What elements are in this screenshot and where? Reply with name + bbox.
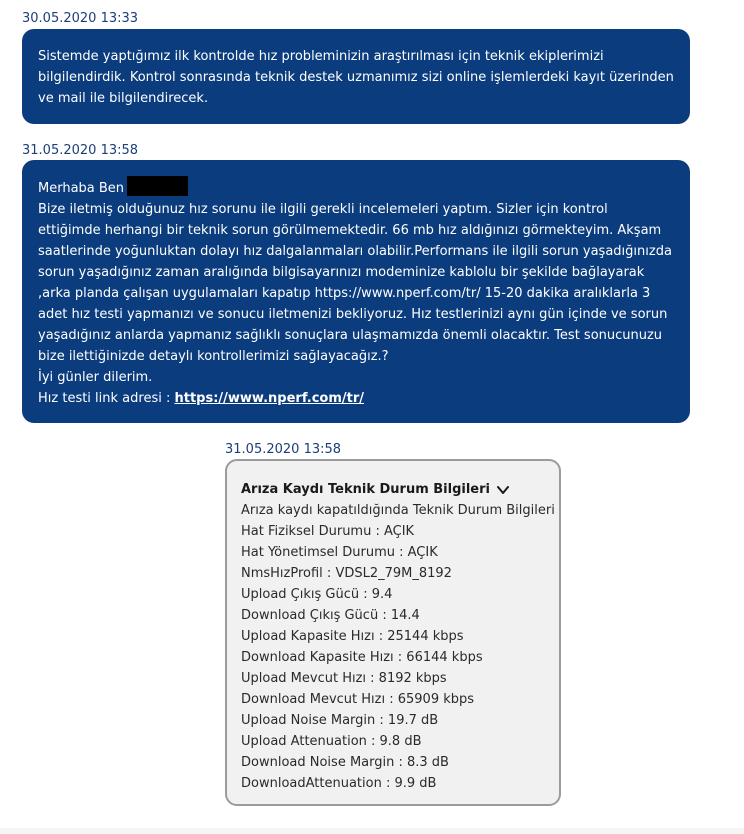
card-title-text: Arıza Kaydı Teknik Durum Bilgileri — [241, 482, 490, 497]
card-line: Download Noise Margin : 8.3 dB — [241, 755, 449, 770]
bottom-strip — [0, 828, 744, 834]
message-link-line — [38, 388, 674, 409]
card-lines — [241, 500, 559, 794]
technical-status-card — [225, 459, 561, 806]
card-line: Arıza kaydı kapatıldığında Teknik Durum Bilgileri — [241, 503, 555, 518]
card-timestamp: 31.05.2020 13:58 — [225, 442, 342, 457]
link-prefix: Hız testi link adresi : — [38, 391, 175, 406]
speed-test-link[interactable]: https://www.nperf.com/tr/ — [174, 391, 365, 406]
card-line: Download Çıkış Gücü : 14.4 — [241, 608, 420, 623]
card-line: Upload Mevcut Hızı : 8192 kbps — [241, 671, 447, 686]
message-timestamp: 31.05.2020 13:58 — [22, 143, 139, 158]
card-line: DownloadAttenuation : 9.9 dB — [241, 776, 437, 791]
card-line: Upload Kapasite Hızı : 25144 kbps — [241, 629, 464, 644]
card-line: Upload Çıkış Gücü : 9.4 — [241, 587, 393, 602]
card-line: Download Kapasite Hızı : 66144 kbps — [241, 650, 483, 665]
card-line: Download Mevcut Hızı : 65909 kbps — [241, 692, 475, 707]
chevron-down-icon[interactable] — [496, 483, 510, 497]
redacted-name — [127, 176, 188, 196]
message-timestamp: 30.05.2020 13:33 — [22, 11, 139, 26]
card-line: Upload Attenuation : 9.8 dB — [241, 734, 422, 749]
message-text: Sistemde yaptığımız ilk kontrolde hız probleminizin araştırılması için teknik ekiplerimizi bilgilendirdik. Kontrol sonrasında teknik destek uzmanımız sizi online işlemlerdeki kayıt üzerinden ve mail ile bilgilendirecek. — [38, 49, 674, 106]
message-bubble — [22, 160, 690, 423]
card-line: Hat Yönetimsel Durumu : AÇIK — [241, 545, 438, 560]
message-bubble — [22, 29, 690, 124]
message-greeting — [38, 176, 674, 199]
greeting-text: Merhaba Ben — [38, 181, 125, 196]
card-line: NmsHızProfil : VDSL2_79M_8192 — [241, 566, 452, 581]
message-text: Bize iletmiş olduğunuz hız sorunu ile ilgili gerekli incelemeleri yaptım. Sizler için kontrol ettiğimde herhangi bir teknik sorun görülmemektedir. 66 mb hız aldığınızı görmekteyim. Akşam saatlerinde yoğunluktan dolayı hız dalgalanmaları olabilir.Performans ile ilgili sorun yaşadığınızda sorun yaşadığınız zaman aralığında bilgisayarınızı modeminize kablolu bir şekilde bağlayarak ,arka planda çalışan uygulamaları kapatıp https://www.nperf.com/tr/ 15-20 dakika aralıklarla 3 adet hız testi yapmanızı ve sonucu iletmenizi bekliyoruz. Hız testlerinizi aynı gün içinde ve sorun yaşadığınız anlarda yapmanız sağlıklı sonuçlara ulaşmamızda önemli olacaktır. Test sonucunuzu bize ilettiğinizde detaylı kontrollerimizi sağlayacağız.? — [38, 202, 672, 364]
card-line: Upload Noise Margin : 19.7 dB — [241, 713, 439, 728]
message-closing: İyi günler dilerim. — [38, 370, 153, 385]
card-title[interactable] — [241, 479, 559, 500]
card-line: Hat Fiziksel Durumu : AÇIK — [241, 524, 415, 539]
